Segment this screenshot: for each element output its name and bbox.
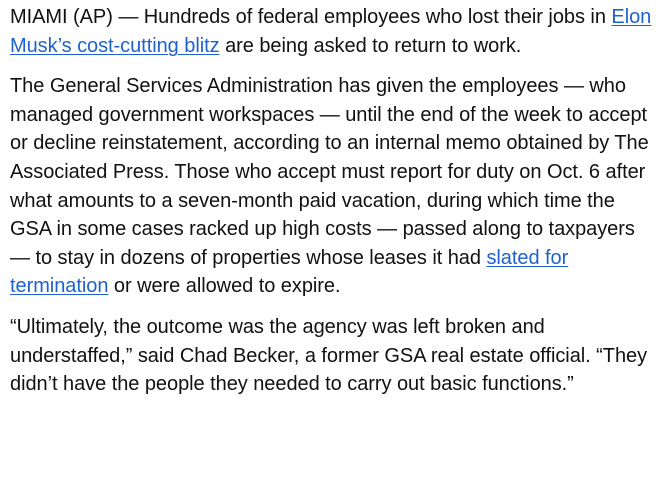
gsa-text-end: or were allowed to expire. — [108, 275, 341, 298]
gsa-text-start: The General Services Administration has given the employees — who managed government workspaces — until the end of the week to accept or decline reinstatement, according to an internal memo obtained by The Associated Press. Those who accept must report for duty on Oct. 6 after what amounts to a seven-month paid vacation, during which time the GSA in some cases racked up high costs — passed along to taxpayers — to stay in dozens of properties whose leases it had — [10, 75, 649, 269]
article-body — [10, 3, 660, 411]
quote-paragraph — [10, 313, 660, 399]
lede-text-start: MIAMI (AP) — Hundreds of federal employees who lost their jobs in — [10, 6, 612, 28]
cost-cutting-blitz-link[interactable]: Elon Musk’s cost-cutting blitz — [10, 6, 652, 57]
quote-text: “Ultimately, the outcome was the agency was left broken and understaffed,” said Chad Becker, a former GSA real estate official. “They didn’t have the people they needed to carry out basic functions.” — [10, 315, 648, 396]
slated-for-termination-link[interactable]: slated for termination — [10, 246, 569, 298]
lede-text-end: are being asked to return to work. — [219, 34, 522, 57]
gsa-paragraph — [10, 72, 660, 301]
lede-paragraph — [10, 3, 660, 60]
